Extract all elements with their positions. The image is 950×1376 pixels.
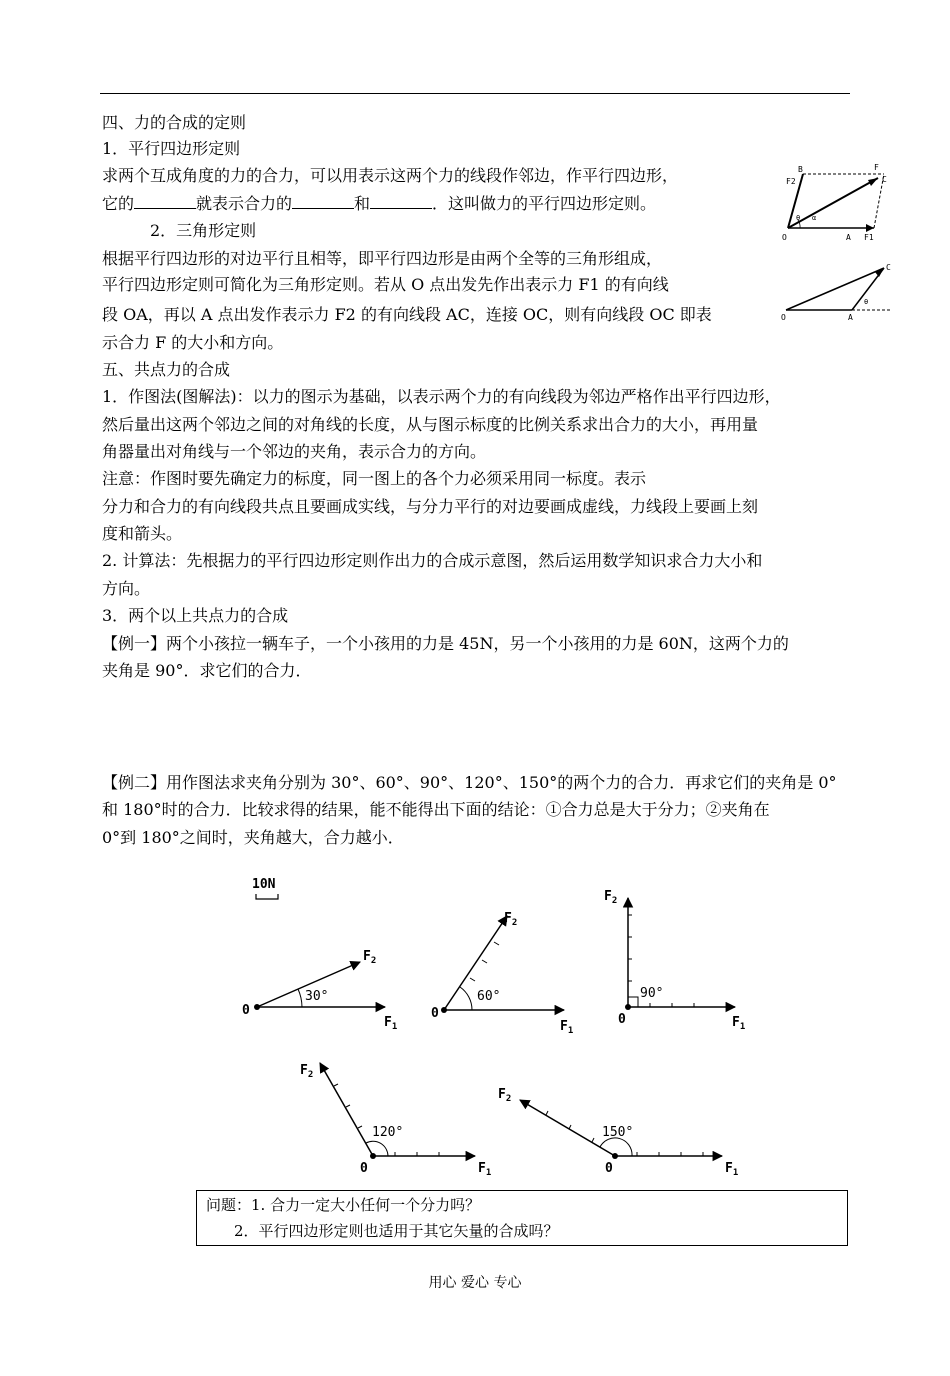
label-theta: θ	[796, 214, 801, 222]
label-f: F	[874, 163, 879, 172]
diagram-90	[604, 889, 745, 1032]
f2-sub: 2	[505, 1094, 512, 1104]
force-diagrams	[230, 870, 790, 1188]
origin-label: 0	[242, 1003, 250, 1018]
svg-text:F2	[363, 949, 376, 966]
label-a: A	[846, 233, 851, 242]
question-box	[196, 1190, 848, 1246]
origin-label: 0	[605, 1161, 613, 1176]
svg-text:F2	[498, 1087, 511, 1104]
question-2: 2．平行四边形定则也适用于其它矢量的合成吗？	[234, 1222, 559, 1240]
svg-text:F1	[725, 1161, 738, 1178]
para-line: 度和箭头。	[102, 524, 183, 543]
example1-line: 夹角是 90°．求它们的合力．	[102, 661, 312, 680]
f2-label: F	[504, 911, 512, 926]
para-line: 3．两个以上共点力的合成	[102, 606, 289, 625]
parallelogram-figure	[778, 160, 893, 244]
f1-label: F	[560, 1019, 568, 1034]
label-f2: F2	[786, 177, 796, 186]
f2-sub: 2	[511, 918, 518, 928]
label-theta: θ	[864, 298, 869, 306]
f2-label: F	[300, 1063, 308, 1078]
angle-label: 120°	[372, 1125, 404, 1140]
svg-text:F2	[604, 889, 617, 906]
label-c: C	[886, 263, 891, 272]
triangle-figure	[778, 258, 893, 322]
para-line-blanks	[102, 191, 656, 217]
para-line: 方向。	[102, 579, 151, 598]
label-o: O	[781, 313, 786, 322]
label-f1: F1	[864, 233, 874, 242]
para-line: 角器量出对角线与一个邻边的夹角，表示合力的方向。	[102, 442, 487, 461]
f1-sub: 1	[485, 1168, 492, 1178]
f2-label: F	[604, 889, 612, 904]
section5-heading: 五、共点力的合成	[102, 360, 231, 379]
para-line: 段 OA，再以 A 点出发作表示力 F2 的有向线段 AC，连接 OC，则有向线段 OC 即表	[102, 305, 712, 324]
f2-label: F	[363, 949, 371, 964]
f2-sub: 2	[611, 896, 618, 906]
header-rule	[100, 93, 850, 94]
svg-text:F2	[504, 911, 517, 928]
para-line: 求两个互成角度的力的合力，可以用表示这两个力的线段作邻边，作平行四边形，	[102, 166, 679, 185]
blank-line	[370, 194, 432, 209]
f2-sub: 2	[370, 956, 377, 966]
para-line: 注意：作图时要先确定力的标度，同一图上的各个力必须采用同一标度。表示	[102, 469, 647, 488]
para-line: 平行四边形定则可简化为三角形定则。若从 O 点出发先作出表示力 F1 的有向线	[102, 275, 669, 294]
label-alpha: α	[812, 214, 817, 222]
angle-label: 150°	[602, 1125, 634, 1140]
f1-label: F	[725, 1161, 733, 1176]
label-c: C	[882, 175, 887, 184]
diagram-30	[242, 949, 397, 1032]
origin-label: 0	[431, 1006, 439, 1021]
angle-label: 60°	[477, 989, 501, 1004]
f1-label: F	[732, 1015, 740, 1030]
blank-line	[134, 194, 196, 209]
example2-line: 和 180°时的合力．比较求得的结果，能不能得出下面的结论：①合力总是大于分力；②夹角在	[102, 800, 770, 819]
f1-label: F	[384, 1015, 392, 1030]
origin-label: 0	[618, 1012, 626, 1027]
sub-parallelogram: 1．平行四边形定则	[102, 139, 241, 158]
text: 就表示合力的	[196, 194, 293, 213]
section4-heading: 四、力的合成的定则	[102, 113, 247, 132]
scale-label: 10N	[252, 877, 276, 892]
scale-bar	[256, 894, 278, 899]
question-1: 问题：1. 合力一定大小任何一个分力吗？	[206, 1196, 481, 1214]
para-line: 2. 计算法：先根据力的平行四边形定则作出力的合成示意图，然后运用数学知识求合力大小和	[102, 551, 763, 570]
example2-line: 【例二】用作图法求夹角分别为 30°、60°、90°、120°、150°的两个力的合力．再求它们的夹角是 0°	[102, 773, 837, 792]
svg-text:F1	[732, 1015, 745, 1032]
page-footer: 用心 爱心 专心	[428, 1275, 522, 1291]
para-line: 然后量出这两个邻边之间的对角线的长度，从与图示标度的比例关系求出合力的大小，再用量	[102, 415, 759, 434]
f2-label: F	[498, 1087, 506, 1102]
label-o: O	[782, 233, 787, 242]
para-line: 示合力 F 的大小和方向。	[102, 333, 284, 352]
label-b: B	[798, 165, 803, 174]
diagram-150	[498, 1087, 738, 1178]
f1-sub: 1	[732, 1168, 739, 1178]
para-line: 根据平行四边形的对边平行且相等，即平行四边形是由两个全等的三角形组成，	[102, 249, 663, 268]
svg-text:F2	[300, 1063, 313, 1080]
svg-text:F1	[478, 1161, 491, 1178]
diagram-120	[300, 1063, 491, 1178]
text: 和	[354, 194, 371, 213]
origin-label: 0	[360, 1161, 368, 1176]
f1-label: F	[478, 1161, 486, 1176]
f1-sub: 1	[739, 1022, 746, 1032]
example2-line: 0°到 180°之间时，夹角越大，合力越小．	[102, 828, 404, 847]
svg-text:F1	[560, 1019, 573, 1036]
example1-line: 【例一】两个小孩拉一辆车子，一个小孩用的力是 45N，另一个小孩用的力是 60N，这两个力的	[102, 634, 789, 653]
para-line: 1．作图法(图解法)：以力的图示为基础，以表示两个力的有向线段为邻边严格作出平行四边形，	[102, 387, 781, 406]
blank-line	[292, 194, 354, 209]
sub-triangle: 2．三角形定则	[150, 221, 257, 240]
f1-sub: 1	[391, 1022, 398, 1032]
label-a: A	[848, 313, 853, 322]
para-line: 分力和合力的有向线段共点且要画成实线，与分力平行的对边要画成虚线，力线段上要画上刻	[102, 497, 759, 516]
text: 它的	[102, 194, 135, 213]
svg-text:F1	[384, 1015, 397, 1032]
f2-sub: 2	[307, 1070, 314, 1080]
diagram-60	[431, 911, 573, 1036]
f1-sub: 1	[567, 1026, 574, 1036]
angle-label: 30°	[305, 989, 329, 1004]
text: ．这叫做力的平行四边形定则。	[432, 194, 657, 213]
angle-label: 90°	[640, 986, 664, 1001]
